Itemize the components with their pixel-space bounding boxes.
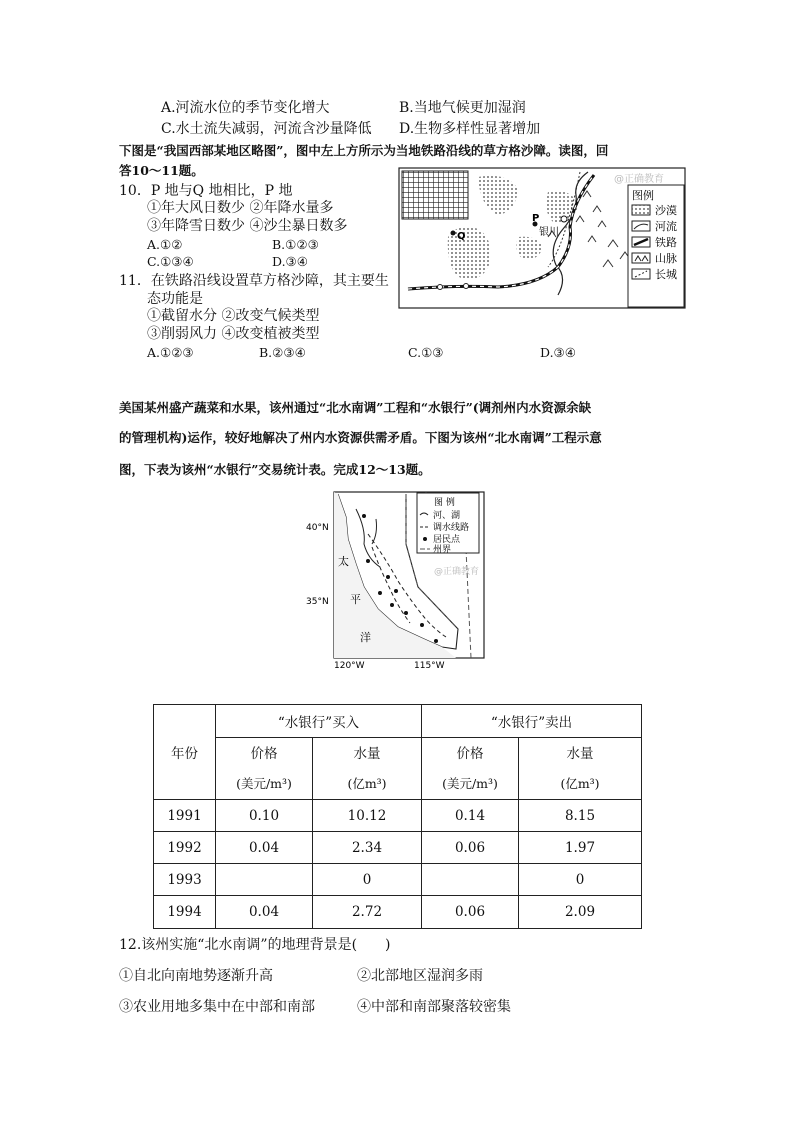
water-bank-table	[153, 704, 642, 929]
label-q: Q	[457, 231, 466, 242]
q11-option-d: D.③④	[540, 345, 576, 360]
settlement-point	[362, 514, 366, 518]
label-ocean-3: 洋	[360, 631, 371, 644]
settlement-point	[390, 603, 394, 607]
intro-12-13-line1: 美国某州盛产蔬菜和水果，该州通过“北水南调”工程和“水银行”(调剂州内水资源余缺	[119, 400, 592, 415]
legend-mountain: 山脉	[655, 252, 677, 265]
intro-12-13-line2: 的管理机构)运作，较好地解决了州内水资源供需矛盾。下图为该州“北水南调”工程示意	[119, 430, 602, 445]
cell-sell-volume: 2.09	[519, 896, 642, 929]
legend-title: 图例	[632, 189, 654, 202]
option-d-prev: D.生物多样性显著增加	[399, 121, 541, 137]
settlement-point	[404, 611, 408, 615]
price-unit: (美元/m³)	[236, 775, 292, 791]
q10-option-c: C.①③④	[147, 254, 194, 269]
legend-river: 河流	[655, 220, 677, 233]
cell-sell-volume: 0	[519, 864, 642, 896]
header-buy: “水银行”买入	[216, 705, 422, 738]
cell-buy-volume: 0	[313, 864, 422, 896]
settlement-point	[420, 623, 424, 627]
map-western-china	[398, 167, 686, 309]
q10-stem: 10．P 地与Q 地相比，P 地	[119, 183, 293, 199]
label-lat-35: 35°N	[306, 597, 329, 607]
cell-buy-price	[216, 864, 313, 896]
watermark: @正确教育	[614, 174, 664, 185]
table-row	[154, 896, 642, 929]
q10-option-d: D.③④	[272, 254, 308, 269]
intro-10-11-line1: 下图是“我国西部某地区略图”，图中左上方所示为当地铁路沿线的草方格沙障。读图，回	[119, 143, 609, 158]
q11-items-2: ③削弱风力 ④改变植被类型	[147, 326, 320, 342]
legend-settlement: 居民点	[433, 535, 461, 545]
q12-option-3: ③农业用地多集中在中部和南部	[119, 999, 315, 1015]
label-p: P	[532, 213, 540, 224]
table-row	[154, 864, 642, 896]
cell-buy-volume: 10.12	[313, 800, 422, 832]
header-sell: “水银行”卖出	[422, 705, 642, 738]
label-lon-120: 120°W	[334, 661, 365, 671]
price-label: 价格	[250, 745, 278, 762]
q10-option-a: A.①②	[147, 237, 183, 252]
q11-items-1: ①截留水分 ②改变气候类型	[147, 308, 320, 324]
volume-unit: (亿m³)	[560, 775, 600, 791]
cell-buy-price: 0.10	[216, 800, 313, 832]
cell-buy-price: 0.04	[216, 896, 313, 929]
cell-year: 1994	[154, 896, 216, 929]
label-lon-115: 115°W	[414, 661, 445, 671]
header-buy-price	[216, 738, 313, 800]
header-year: 年份	[154, 705, 216, 800]
price-label: 价格	[456, 745, 484, 762]
label-lat-40: 40°N	[306, 523, 329, 533]
cell-sell-price: 0.06	[422, 896, 519, 929]
point-q	[451, 231, 456, 236]
intro-10-11-line2: 答10～11题。	[119, 163, 204, 178]
cell-sell-volume: 8.15	[519, 800, 642, 832]
cell-sell-volume: 1.97	[519, 832, 642, 864]
watermark: @正确教育	[434, 567, 480, 577]
q11-stem-1: 11．在铁路沿线设置草方格沙障，其主要生	[119, 273, 389, 289]
q11-option-b: B.②③④	[259, 345, 306, 360]
table-row	[154, 832, 642, 864]
intro-12-13-line3: 图，下表为该州“水银行”交易统计表。完成12～13题。	[119, 462, 431, 477]
cell-buy-price: 0.04	[216, 832, 313, 864]
grass-grid-inset	[402, 171, 468, 219]
cell-buy-volume: 2.72	[313, 896, 422, 929]
q12-option-1: ①自北向南地势逐渐升高	[119, 968, 273, 984]
q11-stem-2: 态功能是	[147, 291, 203, 307]
legend-state-border: 州界	[433, 545, 452, 555]
cell-sell-price: 0.14	[422, 800, 519, 832]
header-buy-volume	[313, 738, 422, 800]
legend-desert: 沙漠	[655, 204, 677, 217]
q10-items-2: ③年降雪日数少 ④沙尘暴日数多	[147, 218, 348, 234]
q12-option-4: ④中部和南部聚落较密集	[357, 999, 511, 1015]
cell-year: 1992	[154, 832, 216, 864]
legend-great-wall: 长城	[655, 268, 677, 281]
volume-label: 水量	[566, 745, 594, 762]
map-california-water-transfer	[306, 489, 486, 671]
option-c-prev: C.水土流失减弱，河流含沙量降低	[161, 121, 372, 137]
legend-transfer-route: 调水线路	[433, 523, 470, 533]
settlement-point	[434, 639, 438, 643]
price-unit: (美元/m³)	[442, 775, 498, 791]
q10-option-b: B.①②③	[272, 237, 319, 252]
yinchuan-city	[561, 216, 567, 222]
settlement-point	[366, 559, 370, 563]
legend-railway: 铁路	[655, 236, 677, 249]
label-yinchuan: 银川	[539, 227, 559, 238]
cell-year: 1993	[154, 864, 216, 896]
q12-stem: 12.该州实施“北水南调”的地理背景是( )	[119, 937, 391, 953]
q11-option-c: C.①③	[408, 345, 444, 360]
header-sell-volume	[519, 738, 642, 800]
label-ocean-1: 太	[338, 555, 349, 568]
header-sell-price	[422, 738, 519, 800]
volume-label: 水量	[353, 745, 381, 762]
label-ocean-2: 平	[350, 593, 361, 606]
q12-option-2: ②北部地区湿润多雨	[357, 968, 483, 984]
option-b-prev: B.当地气候更加湿润	[399, 100, 526, 116]
cell-sell-price: 0.06	[422, 832, 519, 864]
q10-items-1: ①年大风日数少 ②年降水量多	[147, 200, 334, 216]
q11-option-a: A.①②③	[147, 345, 194, 360]
option-a-prev: A.河流水位的季节变化增大	[161, 100, 330, 116]
settlement-point	[386, 575, 390, 579]
legend-river-lake: 河、湖	[433, 511, 461, 521]
settlement-point	[394, 589, 398, 593]
cell-buy-volume: 2.34	[313, 832, 422, 864]
table-row	[154, 800, 642, 832]
cell-year: 1991	[154, 800, 216, 832]
cell-sell-price	[422, 864, 519, 896]
settlement-point	[378, 591, 382, 595]
volume-unit: (亿m³)	[347, 775, 387, 791]
legend-title: 图 例	[434, 498, 455, 508]
